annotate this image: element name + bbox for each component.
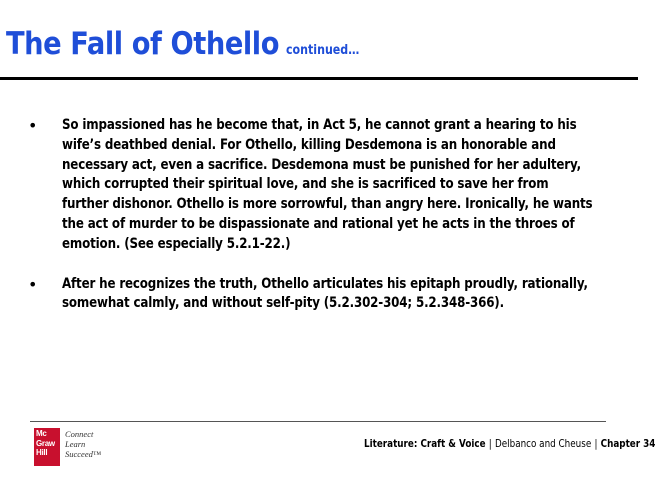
bullet-list [28, 116, 608, 334]
bullet-text: So impassioned has he become that, in Act 5, he cannot grant a hearing to his wife’s deathbed denial. For Othello, killing Desdemona is an honorable and necessary act, even a sacrifice. Desdemona must be punished for her adultery, which corrupted their spiritual love, and she is sacrificed to save her from further dishonor. Othello is more sorrowful, than angry here. Ironically, he wants the act of murder to be dispassionate and rational yet he acts in the throes of emotion. (See especially 5.2.1-22.) [62, 117, 593, 252]
logo-mark [34, 428, 60, 466]
footer-divider [30, 421, 606, 422]
footer-citation [364, 437, 655, 450]
slide-title-row [6, 26, 372, 76]
bullet-icon: • [28, 274, 38, 294]
logo-line: Mc [36, 429, 47, 438]
footer-book: Literature: Craft & Voice [364, 437, 486, 450]
logo-tagline [65, 428, 101, 459]
footer-chapter: Chapter 34 [600, 437, 655, 450]
list-item [28, 275, 608, 315]
list-item [28, 116, 608, 255]
slide-title: The Fall of Othello [6, 26, 280, 62]
footer-authors: Delbanco and Cheuse [494, 437, 592, 450]
footer-separator: | [488, 437, 492, 450]
slide-subtitle: continued… [286, 43, 360, 58]
logo-line: Hill [36, 448, 48, 457]
tagline-line: Connect [65, 429, 94, 439]
title-divider [0, 77, 638, 80]
tagline-line: Learn [65, 439, 86, 449]
bullet-text: After he recognizes the truth, Othello articulates his epitaph proudly, rationally, somewhat calmly, and without self-pity (5.2.302-304; 5.2.348-366). [62, 275, 588, 312]
footer-separator: | [594, 437, 598, 450]
tagline-line: Succeed™ [65, 449, 102, 459]
mcgraw-hill-logo [34, 428, 101, 466]
bullet-icon: • [28, 116, 38, 135]
logo-line: Graw [36, 438, 55, 448]
